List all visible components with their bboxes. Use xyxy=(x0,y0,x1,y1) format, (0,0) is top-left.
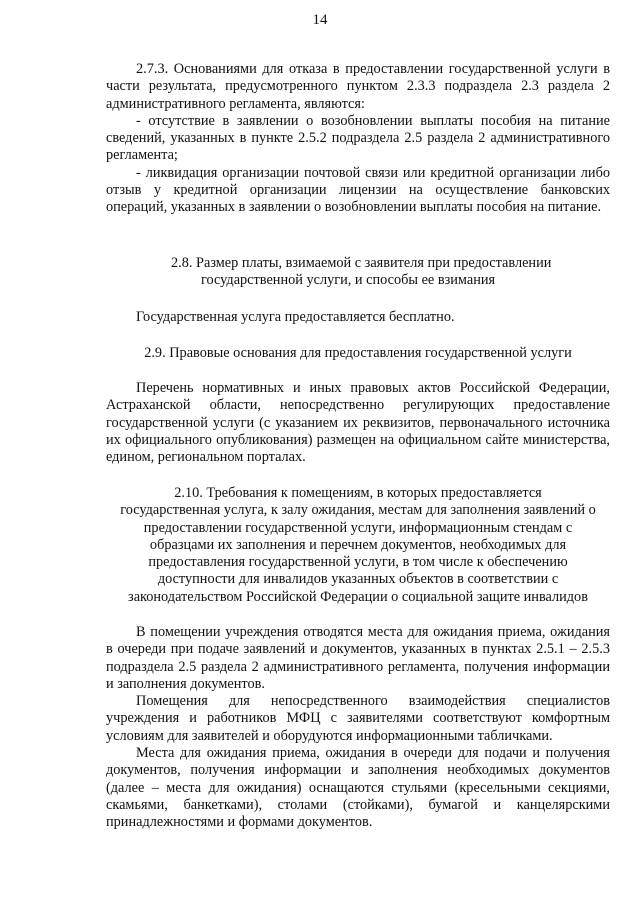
section-2-10-para-1: В помещении учреждения отводятся места для ожидания приема, ожидания в очереди при подаче заявлений и документов, указанных в пунктах 2.5.1 – 2.5.3 подраздела 2.5 раздела 2 административного регламента, получения информации и заполнения документов. xyxy=(106,624,610,692)
page-number: 14 xyxy=(312,12,328,28)
section-2-10-body xyxy=(106,624,610,832)
section-2-8-heading-line-1: 2.8. Размер платы, взимаемой с заявителя при предоставлении xyxy=(171,255,552,271)
section-2-10-heading-line-4: образцами их заполнения и перечнем документов, необходимых для xyxy=(149,536,567,553)
clause-2-7-3-intro: 2.7.3. Основаниями для отказа в предоставлении государственной услуги в части результата, предусмотренного пунктом 2.3.3 подраздела 2.3 раздела 2 административного регламента, являются: xyxy=(106,61,610,112)
section-2-10-para-2: Помещения для непосредственного взаимодействия специалистов учреждения и работников МФЦ с заявителями соответствуют комфортным условиям для заявителей и оборудуются информационными табличками. xyxy=(106,693,610,744)
section-2-10-heading-line-7: законодательством Российской Федерации о социальной защите инвалидов xyxy=(128,588,588,605)
section-2-8-heading-line-2: государственной услуги, и способы ее взимания xyxy=(201,272,496,289)
section-2-9-text: Перечень нормативных и иных правовых актов Российской Федерации, Астраханской области, непосредственно регулирующих предоставление государственной услуги (с указанием их реквизитов, первоначального источника их официального опубликования) размещен на официальном сайте министерства, едином, региональном порталах. xyxy=(106,380,610,466)
section-2-10-heading-line-2: государственная услуга, к залу ожидания, местам для заполнения заявлений о xyxy=(120,502,596,519)
section-2-10-para-3: Места для ожидания приема, ожидания в очереди для подачи и получения документов, получения информации и заполнения необходимых документов (далее – места для ожидания) оснащаются стульями (кресельными секциями, скамьями, банкетками), столами (стойками), бумагой и канцелярскими принадлежностями и формами документов. xyxy=(106,745,610,831)
clause-2-7-3-item-2: - ликвидация организации почтовой связи или кредитной организации либо отзыв у кредитной организации лицензии на осуществление банковских операций, указанных в заявлении о возобновлении выплаты пособия на питание. xyxy=(106,164,610,216)
section-2-10-heading-line-3: предоставлении государственной услуги, информационным стендам с xyxy=(143,519,573,536)
section-2-10-heading-line-1: 2.10. Требования к помещениям, в которых предоставляется xyxy=(174,485,542,501)
section-2-9-heading: 2.9. Правовые основания для предоставления государственной услуги xyxy=(144,345,572,361)
section-2-10-heading-line-6: доступности для инвалидов указанных объектов в соответствии с xyxy=(157,571,559,588)
clause-2-7-3 xyxy=(106,61,610,217)
section-2-8-text: Государственная услуга предоставляется бесплатно. xyxy=(136,309,455,325)
clause-2-7-3-item-1: - отсутствие в заявлении о возобновлении выплаты пособия на питание сведений, указанных в пункте 2.5.2 подраздела 2.5 раздела 2 административного регламента; xyxy=(106,112,610,164)
section-2-8-heading xyxy=(171,255,611,290)
section-2-10-heading xyxy=(96,485,620,606)
section-2-10-heading-line-5: предоставления государственной услуги, в том числе к обеспечению xyxy=(148,554,568,571)
